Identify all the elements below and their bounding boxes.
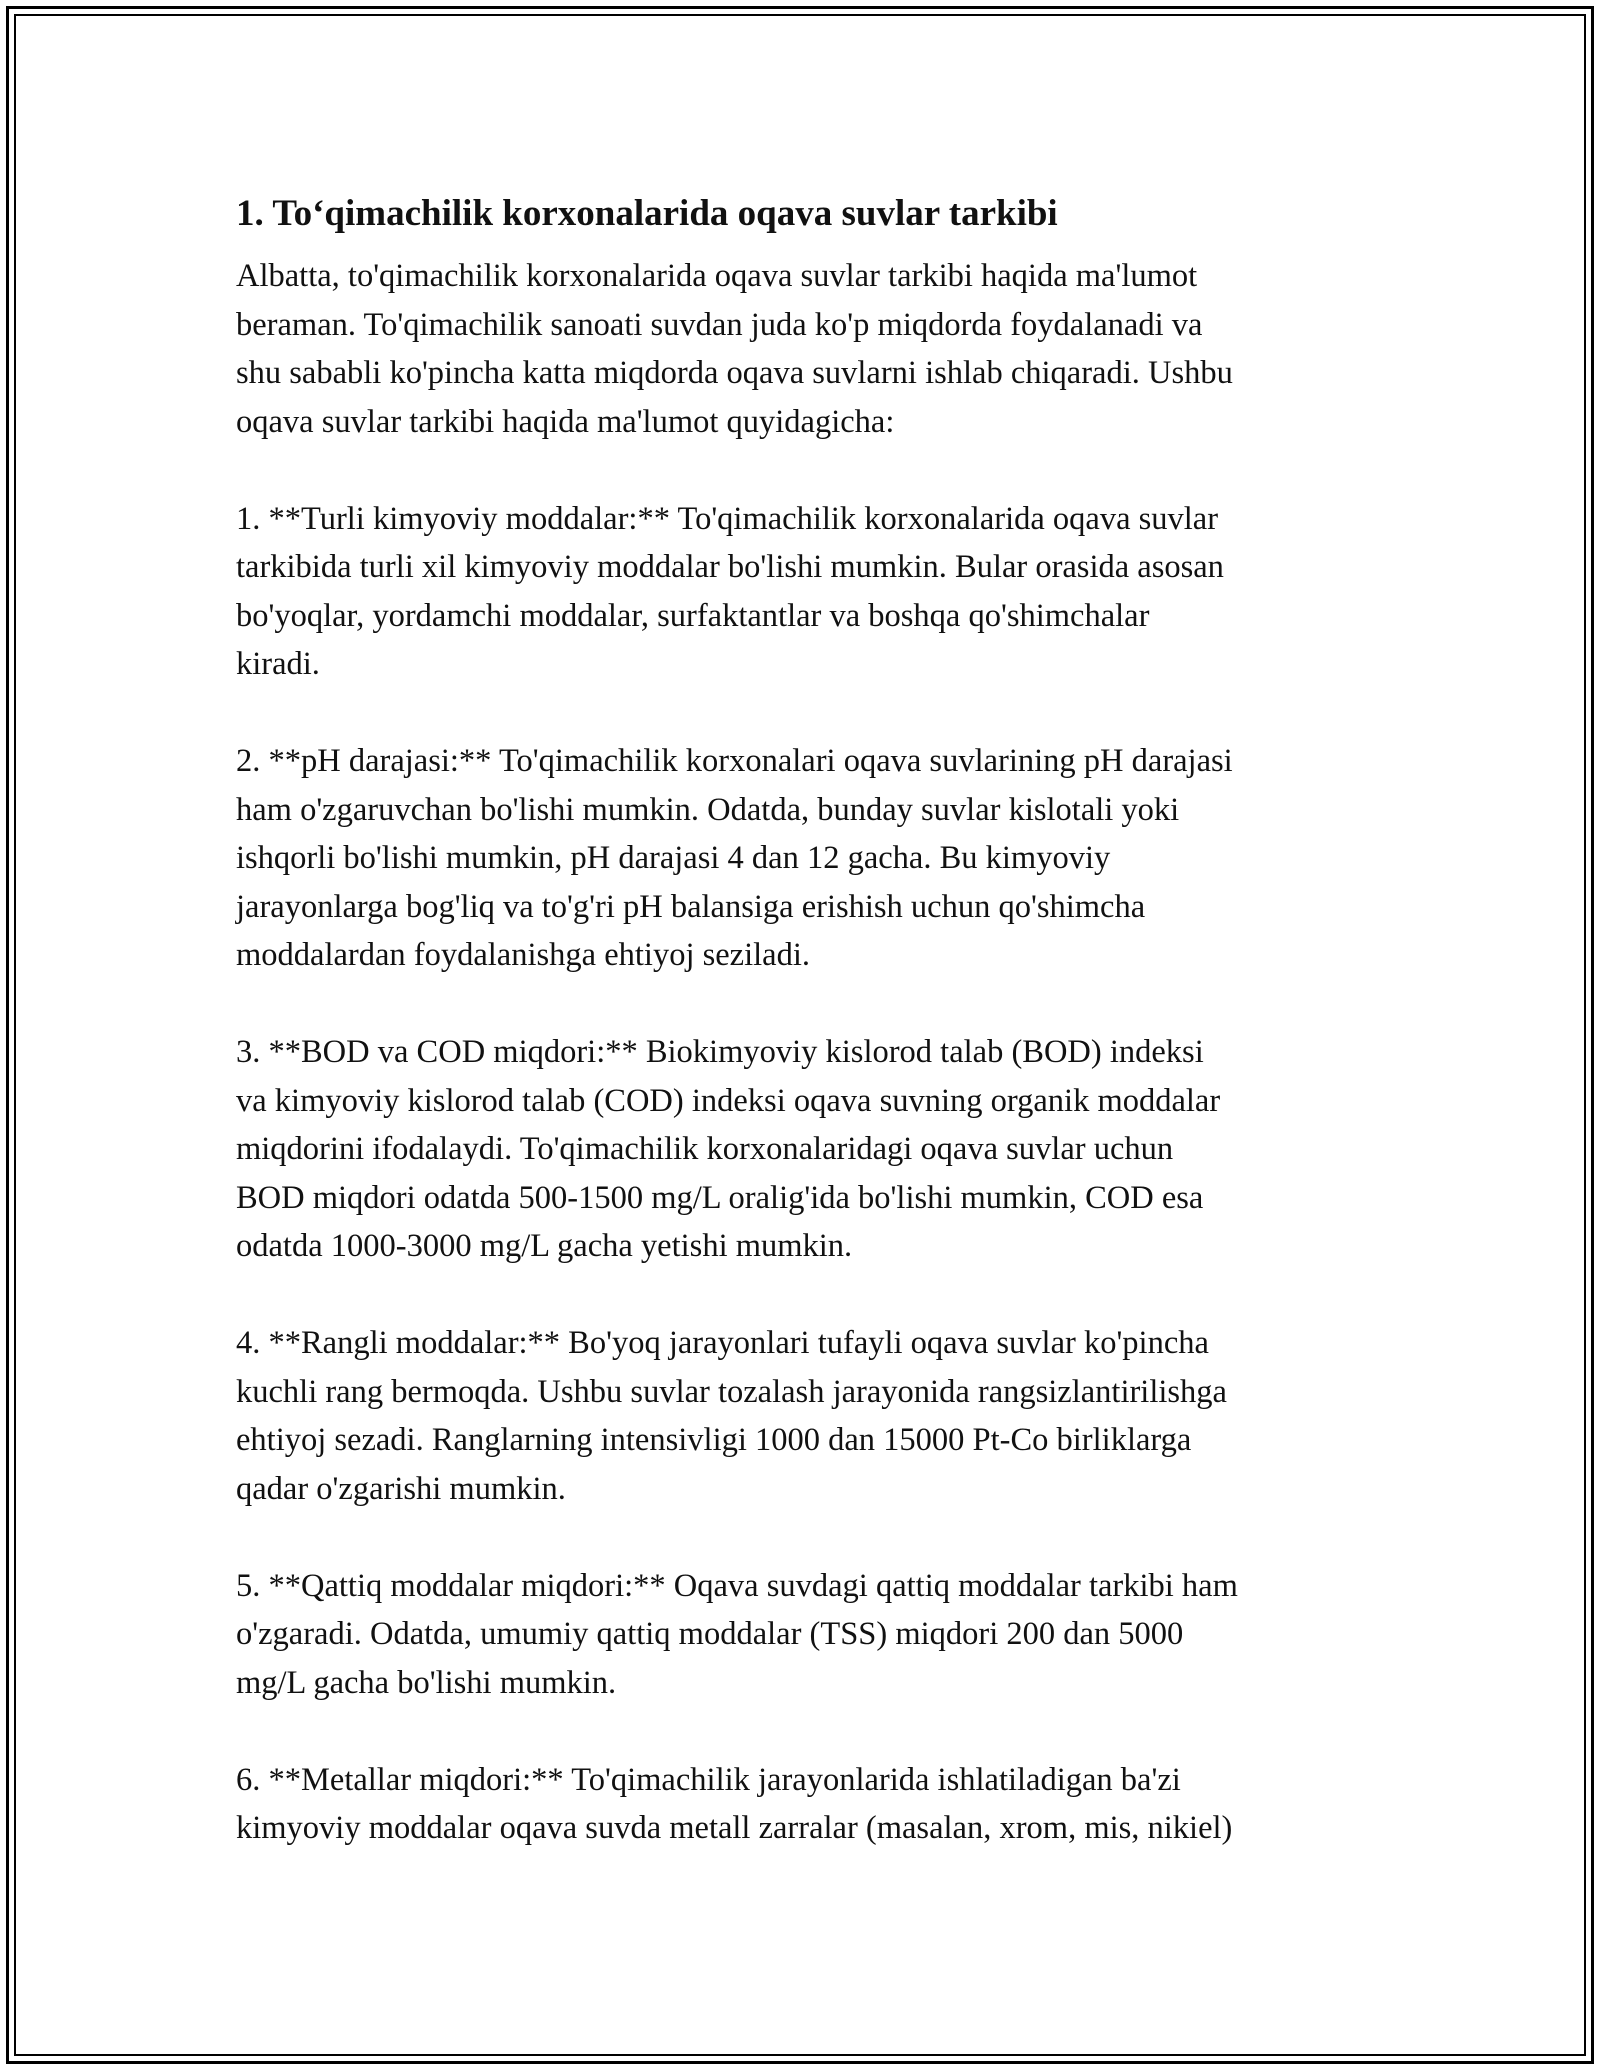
intro-paragraph: Albatta, to'qimachilik korxonalarida oqava suvlar tarkibi haqida ma'lumot beraman. To'qimachilik sanoati suvdan juda ko'p miqdorda foydalanadi va shu sababli ko'pincha katta miqdorda oqava suvlarni ishlab chiqaradi. Ushbu oqava suvlar tarkibi haqida ma'lumot quyidagicha: <box>236 258 1233 440</box>
document-title: 1. To‘qimachilik korxonalarida oqava suvlar tarkibi <box>236 193 1058 234</box>
list-item-ph-level: 2. **pH darajasi:** To'qimachilik korxonalari oqava suvlarining pH darajasi ham o'zgaruvchan bo'lishi mumkin. Odatda, bunday suvlar kislotali yoki ishqorli bo'lishi mumkin, pH darajasi 4 dan 12 gacha. Bu kimyoviy jarayonlarga bog'liq va to'g'ri pH balansiga erishish uchun qo'shimcha moddalardan foydalanishga ehtiyoj seziladi. <box>236 743 1233 973</box>
list-item-bod-cod: 3. **BOD va COD miqdori:** Biokimyoviy kislorod talab (BOD) indeksi va kimyoviy kislorod talab (COD) indeksi oqava suvning organik moddalar miqdorini ifodalaydi. To'qimachilik korxonalaridagi oqava suvlar uchun BOD miqdori odatda 500-1500 mg/L oralig'ida bo'lishi mumkin, COD esa odatda 1000-3000 mg/L gacha yetishi mumkin. <box>236 1034 1221 1264</box>
list-item-solids: 5. **Qattiq moddalar miqdori:** Oqava suvdagi qattiq moddalar tarkibi ham o'zgaradi. Odatda, umumiy qattiq moddalar (TSS) miqdori 200 dan 5000 mg/L gacha bo'lishi mumkin. <box>236 1567 1238 1701</box>
list-item-metals: 6. **Metallar miqdori:** To'qimachilik jarayonlarida ishlatiladigan ba'zi kimyoviy moddalar oqava suvda metall zarralar (masalan, xrom, mis, nikiel) <box>236 1761 1233 1846</box>
list-item-color-substances: 4. **Rangli moddalar:** Bo'yoq jarayonlari tufayli oqava suvlar ko'pincha kuchli rang bermoqda. Ushbu suvlar tozalash jarayonida rangsizlantirilishga ehtiyoj sezadi. Ranglarning intensivligi 1000 dan 15000 Pt-Co birliklarga qadar o'zgarishi mumkin. <box>236 1325 1227 1507</box>
list-item-chemicals: 1. **Turli kimyoviy moddalar:** To'qimachilik korxonalarida oqava suvlar tarkibida turli xil kimyoviy moddalar bo'lishi mumkin. Bular orasida asosan bo'yoqlar, yordamchi moddalar, surfaktantlar va boshqa qo'shimchalar kiradi. <box>236 500 1224 682</box>
document-body <box>236 188 1376 1853</box>
